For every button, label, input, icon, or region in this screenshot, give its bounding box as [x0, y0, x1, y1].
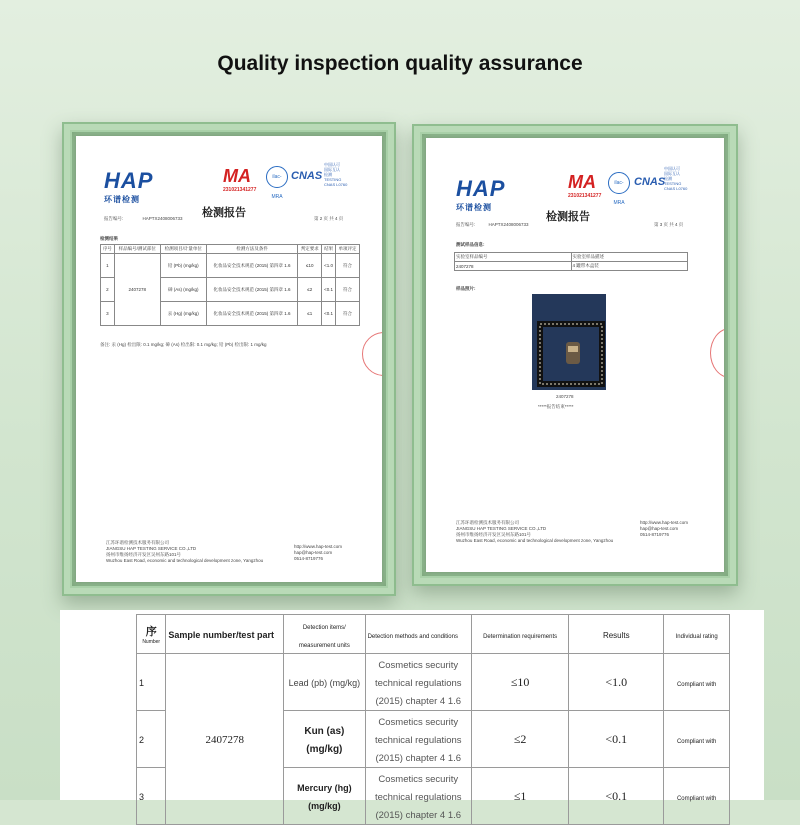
report-number: 报告编号: HAPTX2408006733: [456, 222, 529, 227]
sample-number-cell: 2407278: [166, 654, 284, 825]
sample-heading: 测试样品信息:: [456, 242, 485, 247]
cnas-logo: CNAS: [291, 170, 323, 182]
page-info: 第 2 页 共 4 页: [314, 216, 344, 221]
english-results-table: [136, 614, 730, 825]
footer-contact: http://www.hap-test.com hap@hap-test.com 0514-8719776: [640, 520, 689, 537]
hap-logo: HAP 环谱检测: [456, 176, 506, 212]
red-stamp: [710, 328, 724, 378]
header-number: 序 Number: [137, 615, 166, 654]
header-requirements: Determination requirements: [471, 615, 568, 654]
right-certificate-frame: [412, 124, 738, 586]
results-heading: 检测结果: [100, 236, 118, 241]
ilac-mra-seal: ilac-MRA: [608, 172, 630, 194]
footer-contact: http://www.hap-test.com hap@hap-test.com 0514-8719776: [294, 544, 343, 561]
table-row: 1 2407278 Lead (pb) (mg/kg) Cosmetics security technical regulations (2015) chapter 4 1.6 ≤10 <1.0 Compliant with: [137, 654, 730, 711]
sample-table: 实验室样品编号 实验室样品描述 2407278 4 罐带木盒装: [454, 252, 688, 271]
header-results: Results: [569, 615, 664, 654]
photo-caption: 2407278: [556, 394, 574, 399]
ma-logo: MA 231021341277: [568, 172, 602, 199]
sample-photo: [532, 294, 606, 390]
header-sample: Sample number/test part: [166, 615, 284, 654]
cnas-logo: CNAS: [634, 176, 666, 188]
table-row: 3 Mercury (hg) (mg/kg) Cosmetics security technical regulations (2015) chapter 4 1.6 ≤1 <0.1 Compliant with: [137, 768, 730, 825]
report-title: 检测报告: [546, 211, 590, 223]
red-stamp: [362, 332, 382, 376]
page-headline: Quality inspection quality assurance: [217, 52, 583, 75]
table-row: 2 Kun (as) (mg/kg) Cosmetics security technical regulations (2015) chapter 4 1.6 ≤2 <0.1 Compliant with: [137, 711, 730, 768]
sample-photo-image: [532, 294, 606, 390]
footer-company: 江苏环谱检测技术服务有限公司 JIANGSU HAP TESTING SERVICE CO.,LTD 扬州市维扬经济开发区吴州东路101号 Wuzhou East Road, economic and technological development zone, Yangzhou: [456, 520, 614, 543]
report-title: 检测报告: [202, 207, 246, 219]
cnas-info: 中国认可 国际互认 检测 TESTING CNAS L0760: [324, 162, 348, 187]
report-note: 备注: 汞 (Hg) 检出限: 0.1 mg/kg; 砷 (As) 检出限: 0.1 mg/kg; 铅 (Pb) 检出限: 1 mg/kg: [100, 342, 267, 347]
results-table-card: [60, 610, 764, 821]
left-certificate-frame: [62, 122, 396, 596]
ilac-mra-seal: ilac-MRA: [266, 166, 288, 188]
page-info: 第 3 页 共 4 页: [654, 222, 684, 227]
report-number: 报告编号: HAPTX2408006733: [104, 216, 183, 221]
hap-logo: HAP 环谱检测: [104, 168, 154, 204]
right-report-page: [426, 138, 724, 572]
photo-heading: 样品照片:: [456, 286, 476, 291]
header-items: Detection items/ measurement units: [284, 615, 365, 654]
results-table: 序号 样品编号/测试部位 检测项目/计量单位 检测方法及条件 判定要求 结果 单项评定 1 2407278 铅 (Pb) (mg/kg) 化妆品安全技术规范 (2015) 第四章 1.6 ≤10 <1.0 符合 2 砷 (As) (mg/kg) 化妆品安全技术规范 (2015) 第四章 1.6 ≤2 <0.1 符合 3 汞 (Hg) (mg/kg) 化妆品安全技术规范 (2015) 第四章 1.6 ≤1 <0.1 符合: [100, 244, 360, 326]
left-report-page: [76, 136, 382, 582]
cnas-info: 中国认可 国际互认 检测 TESTING CNAS L0760: [664, 166, 688, 191]
report-end-mark: *****报告结束*****: [538, 404, 574, 409]
header-rating: Individual rating: [664, 615, 730, 654]
footer-company: 江苏环谱检测技术服务有限公司 JIANGSU HAP TESTING SERVICE CO.,LTD 扬州市维扬经济开发区吴州东路101号 Wuzhou East Road, economic and technological development zone, Yangzhou: [106, 540, 264, 563]
ma-logo: MA 231021341277: [223, 166, 257, 193]
header-methods: Detection methods and conditions: [365, 615, 471, 654]
